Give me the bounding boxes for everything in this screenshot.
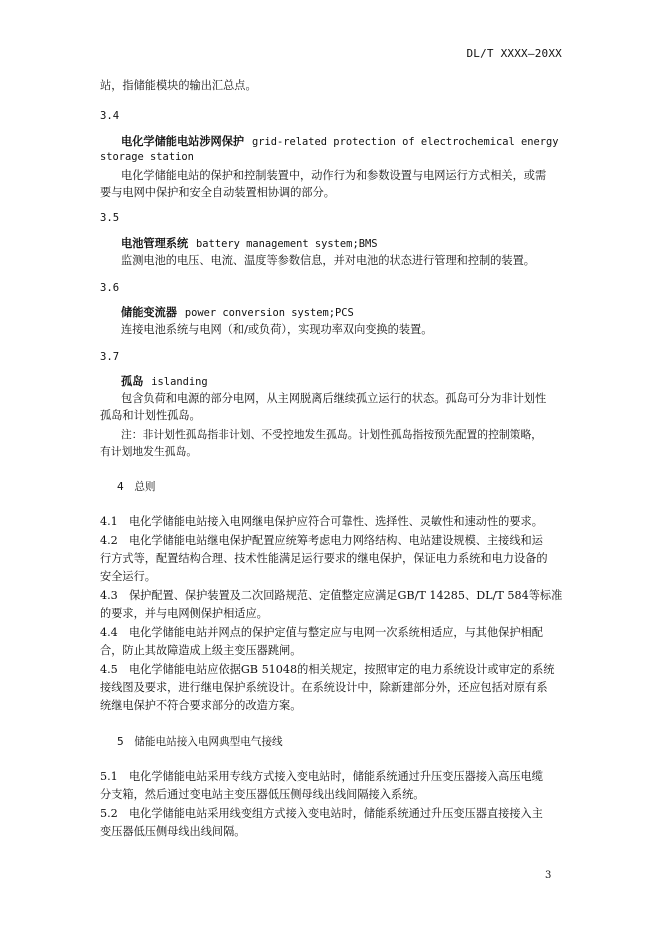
clause-paragraph: 4.5 电化学储能电站应依据GB 51048的相关规定，按照审定的电力系统设计或审定的系统 (100, 663, 555, 676)
term-title (121, 374, 208, 389)
note-text: 注：非计划性孤岛指非计划、不受控地发生孤岛。计划性孤岛指按预先配置的控制策略， (121, 428, 543, 441)
term-english: battery management system;BMS (196, 238, 378, 250)
clause-paragraph: 4.2 电化学储能电站继电保护配置应统筹考虑电力网络结构、电站建设规模、主接线和运 (100, 534, 543, 547)
term-chinese: 电池管理系统 (121, 236, 189, 250)
clause-paragraph: 分支箱，然后通过变电站主变压器低压侧母线出线间隔接入系统。 (100, 788, 425, 801)
definition-text: 要与电网中保护和安全自动装置相协调的部分。 (100, 186, 335, 199)
term-title (121, 236, 377, 251)
paragraph-continuation: 站，指储能模块的输出汇总点。 (100, 79, 257, 92)
term-title (121, 134, 559, 149)
term-english: grid-related protection of electrochemical energy (251, 136, 559, 148)
term-english: power conversion system;PCS (184, 307, 354, 319)
clause-paragraph: 合，防止其故障造成上级主变压器跳闸。 (100, 644, 302, 657)
term-chinese: 电化学储能电站涉网保护 (121, 134, 245, 148)
definition-text: 孤岛和计划性孤岛。 (100, 409, 201, 422)
definition-text: 连接电池系统与电网（和/或负荷），实现功率双向变换的装置。 (121, 323, 433, 336)
clause-paragraph: 5.2 电化学储能电站采用线变组方式接入变电站时，储能系统通过升压变压器直接接入主 (100, 807, 543, 820)
chapter-heading: 5 储能电站接入电网典型电气接线 (117, 736, 283, 748)
term-chinese: 储能变流器 (121, 305, 177, 319)
clause-paragraph: 接线图及要求，进行继电保护系统设计。在系统设计中，除新建部分外，还应包括对原有系 (100, 681, 548, 694)
clause-paragraph: 安全运行。 (100, 570, 156, 583)
term-title (121, 305, 354, 320)
term-chinese: 孤岛 (121, 374, 144, 388)
document-code-header: DL/T XXXX—20XX (466, 47, 562, 60)
clause-paragraph: 统继电保护不符合要求部分的改造方案。 (100, 699, 302, 712)
clause-paragraph: 行方式等，配置结构合理、技术性能满足运行要求的继电保护，保证电力系统和电力设备的 (100, 552, 548, 565)
definition-text: 包含负荷和电源的部分电网，从主网脱离后继续孤立运行的状态。孤岛可分为非计划性 (121, 392, 547, 405)
clause-number: 3.7 (100, 351, 120, 363)
clause-number: 3.5 (100, 212, 120, 224)
clause-paragraph: 5.1 电化学储能电站采用专线方式接入变电站时，储能系统通过升压变压器接入高压电缆 (100, 770, 543, 783)
clause-paragraph: 4.3 保护配置、保护装置及二次回路规范、定值整定应满足GB/T 14285、DL/T 584等标准 (100, 589, 563, 602)
clause-number: 3.6 (100, 282, 120, 294)
page-number: 3 (545, 870, 552, 881)
clause-paragraph: 的要求，并与电网侧保护相适应。 (100, 607, 268, 620)
clause-paragraph: 4.1 电化学储能电站接入电网继电保护应符合可靠性、选择性、灵敏性和速动性的要求。 (100, 515, 543, 528)
term-english: islanding (151, 376, 208, 388)
clause-paragraph: 4.4 电化学储能电站并网点的保护定值与整定应与电网一次系统相适应，与其他保护相配 (100, 626, 543, 639)
chapter-heading: 4 总则 (117, 481, 156, 493)
definition-text: 电化学储能电站的保护和控制装置中，动作行为和参数设置与电网运行方式相关，或需 (121, 169, 547, 182)
clause-number: 3.4 (100, 110, 120, 122)
clause-paragraph: 变压器低压侧母线出线间隔。 (100, 825, 246, 838)
definition-text: 监测电池的电压、电流、温度等参数信息，并对电池的状态进行管理和控制的装置。 (121, 254, 535, 267)
term-english-continuation: storage station (100, 151, 194, 163)
note-text: 有计划地发生孤岛。 (100, 445, 198, 458)
